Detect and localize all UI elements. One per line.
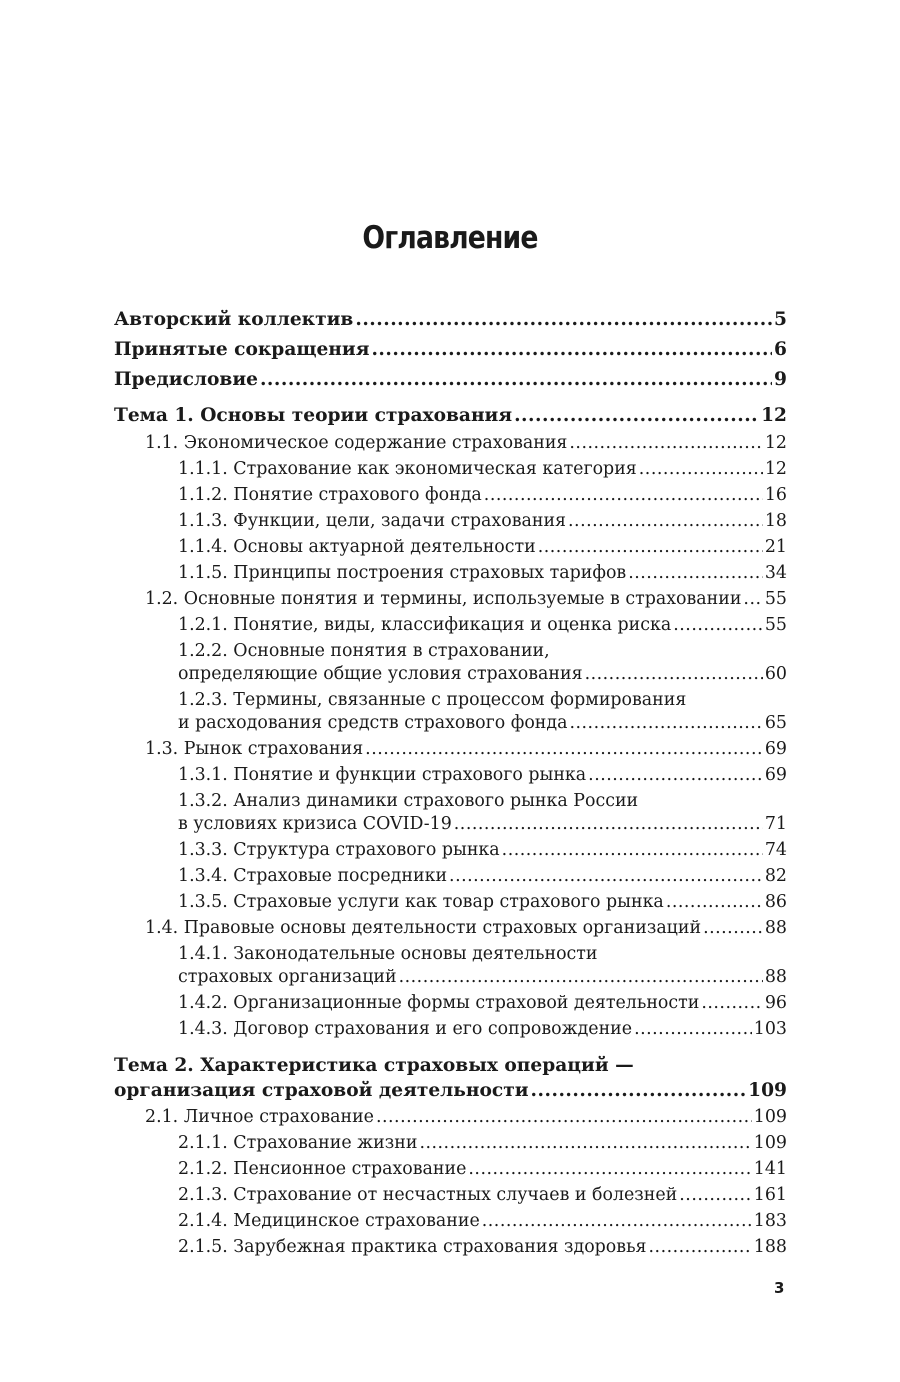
toc-entry[interactable] bbox=[114, 1079, 787, 1102]
toc-entry-page: 86 bbox=[764, 892, 787, 912]
leader-dots bbox=[569, 432, 762, 455]
leader-dots bbox=[673, 614, 763, 637]
toc-entry-label-first-line: 1.2.3. Термины, связанные с процессом формирования bbox=[178, 690, 687, 710]
toc-entry-label: 1.3. Рынок страхования bbox=[145, 739, 364, 759]
toc-entry[interactable] bbox=[178, 1132, 787, 1155]
toc-entry-page: 103 bbox=[753, 1019, 787, 1039]
toc-entry-label: 1.2.1. Понятие, виды, классификация и оценка риска bbox=[178, 615, 672, 635]
toc-entry-page: 21 bbox=[764, 537, 787, 557]
toc-entry[interactable] bbox=[178, 663, 787, 686]
leader-dots bbox=[482, 1210, 752, 1233]
toc-entry[interactable] bbox=[145, 738, 787, 761]
toc-entry-page: 161 bbox=[753, 1185, 787, 1205]
toc-entry-label: 1.3.4. Страховые посредники bbox=[178, 866, 448, 886]
toc-entry-label: страховых организаций bbox=[178, 967, 397, 987]
leader-dots bbox=[538, 536, 763, 559]
toc-entry-page: 109 bbox=[753, 1107, 787, 1127]
page-title: Оглавление bbox=[362, 220, 538, 256]
toc-entry-label: 1.3.5. Страховые услуги как товар страхового рынка bbox=[178, 892, 664, 912]
leader-dots bbox=[419, 1132, 751, 1155]
leader-dots bbox=[531, 1079, 747, 1102]
toc-entry[interactable] bbox=[178, 510, 787, 533]
toc-entry-label: 1.1.4. Основы актуарной деятельности bbox=[178, 537, 536, 557]
toc-entry-page: 12 bbox=[764, 433, 787, 453]
leader-dots bbox=[569, 712, 762, 735]
toc-entry-page: 82 bbox=[764, 866, 787, 886]
leader-dots bbox=[634, 1018, 752, 1041]
leader-dots bbox=[701, 992, 763, 1015]
toc-entry-page: 88 bbox=[764, 918, 787, 938]
toc-entry-label: 1.1.2. Понятие страхового фонда bbox=[178, 485, 482, 505]
toc-entry-label: 2.1.3. Страхование от несчастных случаев и болезней bbox=[178, 1185, 678, 1205]
leader-dots bbox=[588, 764, 763, 787]
toc-entry-page: 109 bbox=[748, 1080, 787, 1101]
leader-dots bbox=[743, 588, 762, 611]
toc-entry-label: 1.1.3. Функции, цели, задачи страхования bbox=[178, 511, 567, 531]
leader-dots bbox=[399, 966, 763, 989]
toc-entry-page: 141 bbox=[753, 1159, 787, 1179]
leader-dots bbox=[371, 338, 772, 361]
toc-entry[interactable] bbox=[114, 404, 787, 427]
toc-entry-label: Тема 1. Основы теории страхования bbox=[114, 405, 513, 426]
leader-dots bbox=[260, 368, 772, 391]
leader-dots bbox=[639, 458, 763, 481]
toc-entry[interactable] bbox=[178, 891, 787, 914]
leader-dots bbox=[468, 1158, 751, 1181]
toc-entry-label: 2.1.2. Пенсионное страхование bbox=[178, 1159, 467, 1179]
toc-entry-label: Авторский коллектив bbox=[114, 309, 354, 330]
toc-entry-label: организация страховой деятельности bbox=[114, 1080, 529, 1101]
toc-entry[interactable] bbox=[178, 614, 787, 637]
toc-entry[interactable] bbox=[178, 1236, 787, 1259]
toc-entry-page: 60 bbox=[764, 664, 787, 684]
toc-entry-page: 55 bbox=[764, 589, 787, 609]
toc-entry-label: и расходования средств страхового фонда bbox=[178, 713, 568, 733]
leader-dots bbox=[355, 308, 772, 331]
toc-entry-page: 34 bbox=[764, 563, 787, 583]
toc-entry-label: 1.3.3. Структура страхового рынка bbox=[178, 840, 500, 860]
toc-entry[interactable] bbox=[178, 1210, 787, 1233]
toc-entry-page: 183 bbox=[753, 1211, 787, 1231]
leader-dots bbox=[703, 917, 763, 940]
toc-entry-label: 1.4.2. Организационные формы страховой деятельности bbox=[178, 993, 700, 1013]
toc-entry-label-first-line: 1.3.2. Анализ динамики страхового рынка России bbox=[178, 791, 639, 811]
leader-dots bbox=[628, 562, 763, 585]
toc-entry[interactable] bbox=[178, 992, 787, 1015]
toc-entry-page: 55 bbox=[764, 615, 787, 635]
leader-dots bbox=[454, 813, 763, 836]
toc-entry-page: 9 bbox=[774, 369, 787, 390]
toc-entry-label: 1.4. Правовые основы деятельности страховых организаций bbox=[145, 918, 702, 938]
leader-dots bbox=[649, 1236, 752, 1259]
toc-entry-label: 1.3.1. Понятие и функции страхового рынка bbox=[178, 765, 587, 785]
toc-entry[interactable] bbox=[178, 536, 787, 559]
toc-entry-page: 6 bbox=[774, 339, 787, 360]
toc-entry-label: 1.1.5. Принципы построения страховых тарифов bbox=[178, 563, 627, 583]
toc-entry[interactable] bbox=[145, 1106, 787, 1129]
toc-entry-page: 96 bbox=[764, 993, 787, 1013]
leader-dots bbox=[365, 738, 763, 761]
toc-entry-label-first-line: 1.2.2. Основные понятия в страховании, bbox=[178, 641, 550, 661]
toc-entry-page: 69 bbox=[764, 739, 787, 759]
toc-entry-page: 88 bbox=[764, 967, 787, 987]
toc-entry[interactable] bbox=[114, 338, 787, 361]
toc-entry-label: 2.1. Личное страхование bbox=[145, 1107, 374, 1127]
leader-dots bbox=[514, 404, 759, 427]
toc-entry[interactable] bbox=[178, 764, 787, 787]
toc-entry-page: 12 bbox=[761, 405, 787, 426]
toc-entry-page: 16 bbox=[764, 485, 787, 505]
leader-dots bbox=[568, 510, 763, 533]
toc-entry-label: Предисловие bbox=[114, 369, 258, 390]
page-number: 3 bbox=[774, 1279, 785, 1297]
toc-entry-page: 5 bbox=[774, 309, 787, 330]
toc-entry-label: Принятые сокращения bbox=[114, 339, 370, 360]
toc-entry[interactable] bbox=[178, 458, 787, 481]
leader-dots bbox=[502, 839, 763, 862]
leader-dots bbox=[376, 1106, 752, 1129]
toc-entry[interactable] bbox=[178, 562, 787, 585]
toc-entry-label: 2.1.5. Зарубежная практика страхования здоровья bbox=[178, 1237, 647, 1257]
toc-entry[interactable] bbox=[145, 588, 787, 611]
toc-entry-page: 18 bbox=[764, 511, 787, 531]
toc-entry[interactable] bbox=[178, 1018, 787, 1041]
toc-entry[interactable] bbox=[114, 308, 787, 331]
toc-entry-label: 2.1.1. Страхование жизни bbox=[178, 1133, 418, 1153]
toc-entry[interactable] bbox=[145, 917, 787, 940]
toc-entry-page: 65 bbox=[764, 713, 787, 733]
toc-entry-label-first-line: Тема 2. Характеристика страховых операций — bbox=[114, 1055, 634, 1076]
toc-entry-page: 109 bbox=[753, 1133, 787, 1153]
toc-entry[interactable] bbox=[178, 712, 787, 735]
toc-entry-label: определяющие общие условия страхования bbox=[178, 664, 583, 684]
toc-entry-page: 74 bbox=[764, 840, 787, 860]
toc-entry[interactable] bbox=[178, 1184, 787, 1207]
leader-dots bbox=[585, 663, 763, 686]
toc-entry[interactable] bbox=[178, 839, 787, 862]
toc-entry[interactable] bbox=[178, 484, 787, 507]
toc-entry[interactable] bbox=[114, 368, 787, 391]
toc-entry-page: 188 bbox=[753, 1237, 787, 1257]
toc-entry-page: 71 bbox=[764, 814, 787, 834]
toc-entry-label: 1.1. Экономическое содержание страхования bbox=[145, 433, 568, 453]
leader-dots bbox=[449, 865, 763, 888]
toc-entry[interactable] bbox=[178, 966, 787, 989]
leader-dots bbox=[666, 891, 763, 914]
toc-entry-page: 12 bbox=[764, 459, 787, 479]
leader-dots bbox=[679, 1184, 752, 1207]
toc-entry-page: 69 bbox=[764, 765, 787, 785]
toc-entry-label-first-line: 1.4.1. Законодательные основы деятельности bbox=[178, 944, 598, 964]
leader-dots bbox=[484, 484, 763, 507]
toc-entry-label: 2.1.4. Медицинское страхование bbox=[178, 1211, 480, 1231]
toc-entry[interactable] bbox=[178, 1158, 787, 1181]
toc-entry-label: 1.1.1. Страхование как экономическая категория bbox=[178, 459, 637, 479]
toc-entry-label: в условиях кризиса COVID-19 bbox=[178, 814, 452, 834]
toc-entry[interactable] bbox=[178, 865, 787, 888]
toc-entry[interactable] bbox=[178, 813, 787, 836]
toc-entry[interactable] bbox=[145, 432, 787, 455]
toc-entry-label: 1.4.3. Договор страхования и его сопровождение bbox=[178, 1019, 633, 1039]
toc-entry-label: 1.2. Основные понятия и термины, используемые в страховании bbox=[145, 589, 742, 609]
